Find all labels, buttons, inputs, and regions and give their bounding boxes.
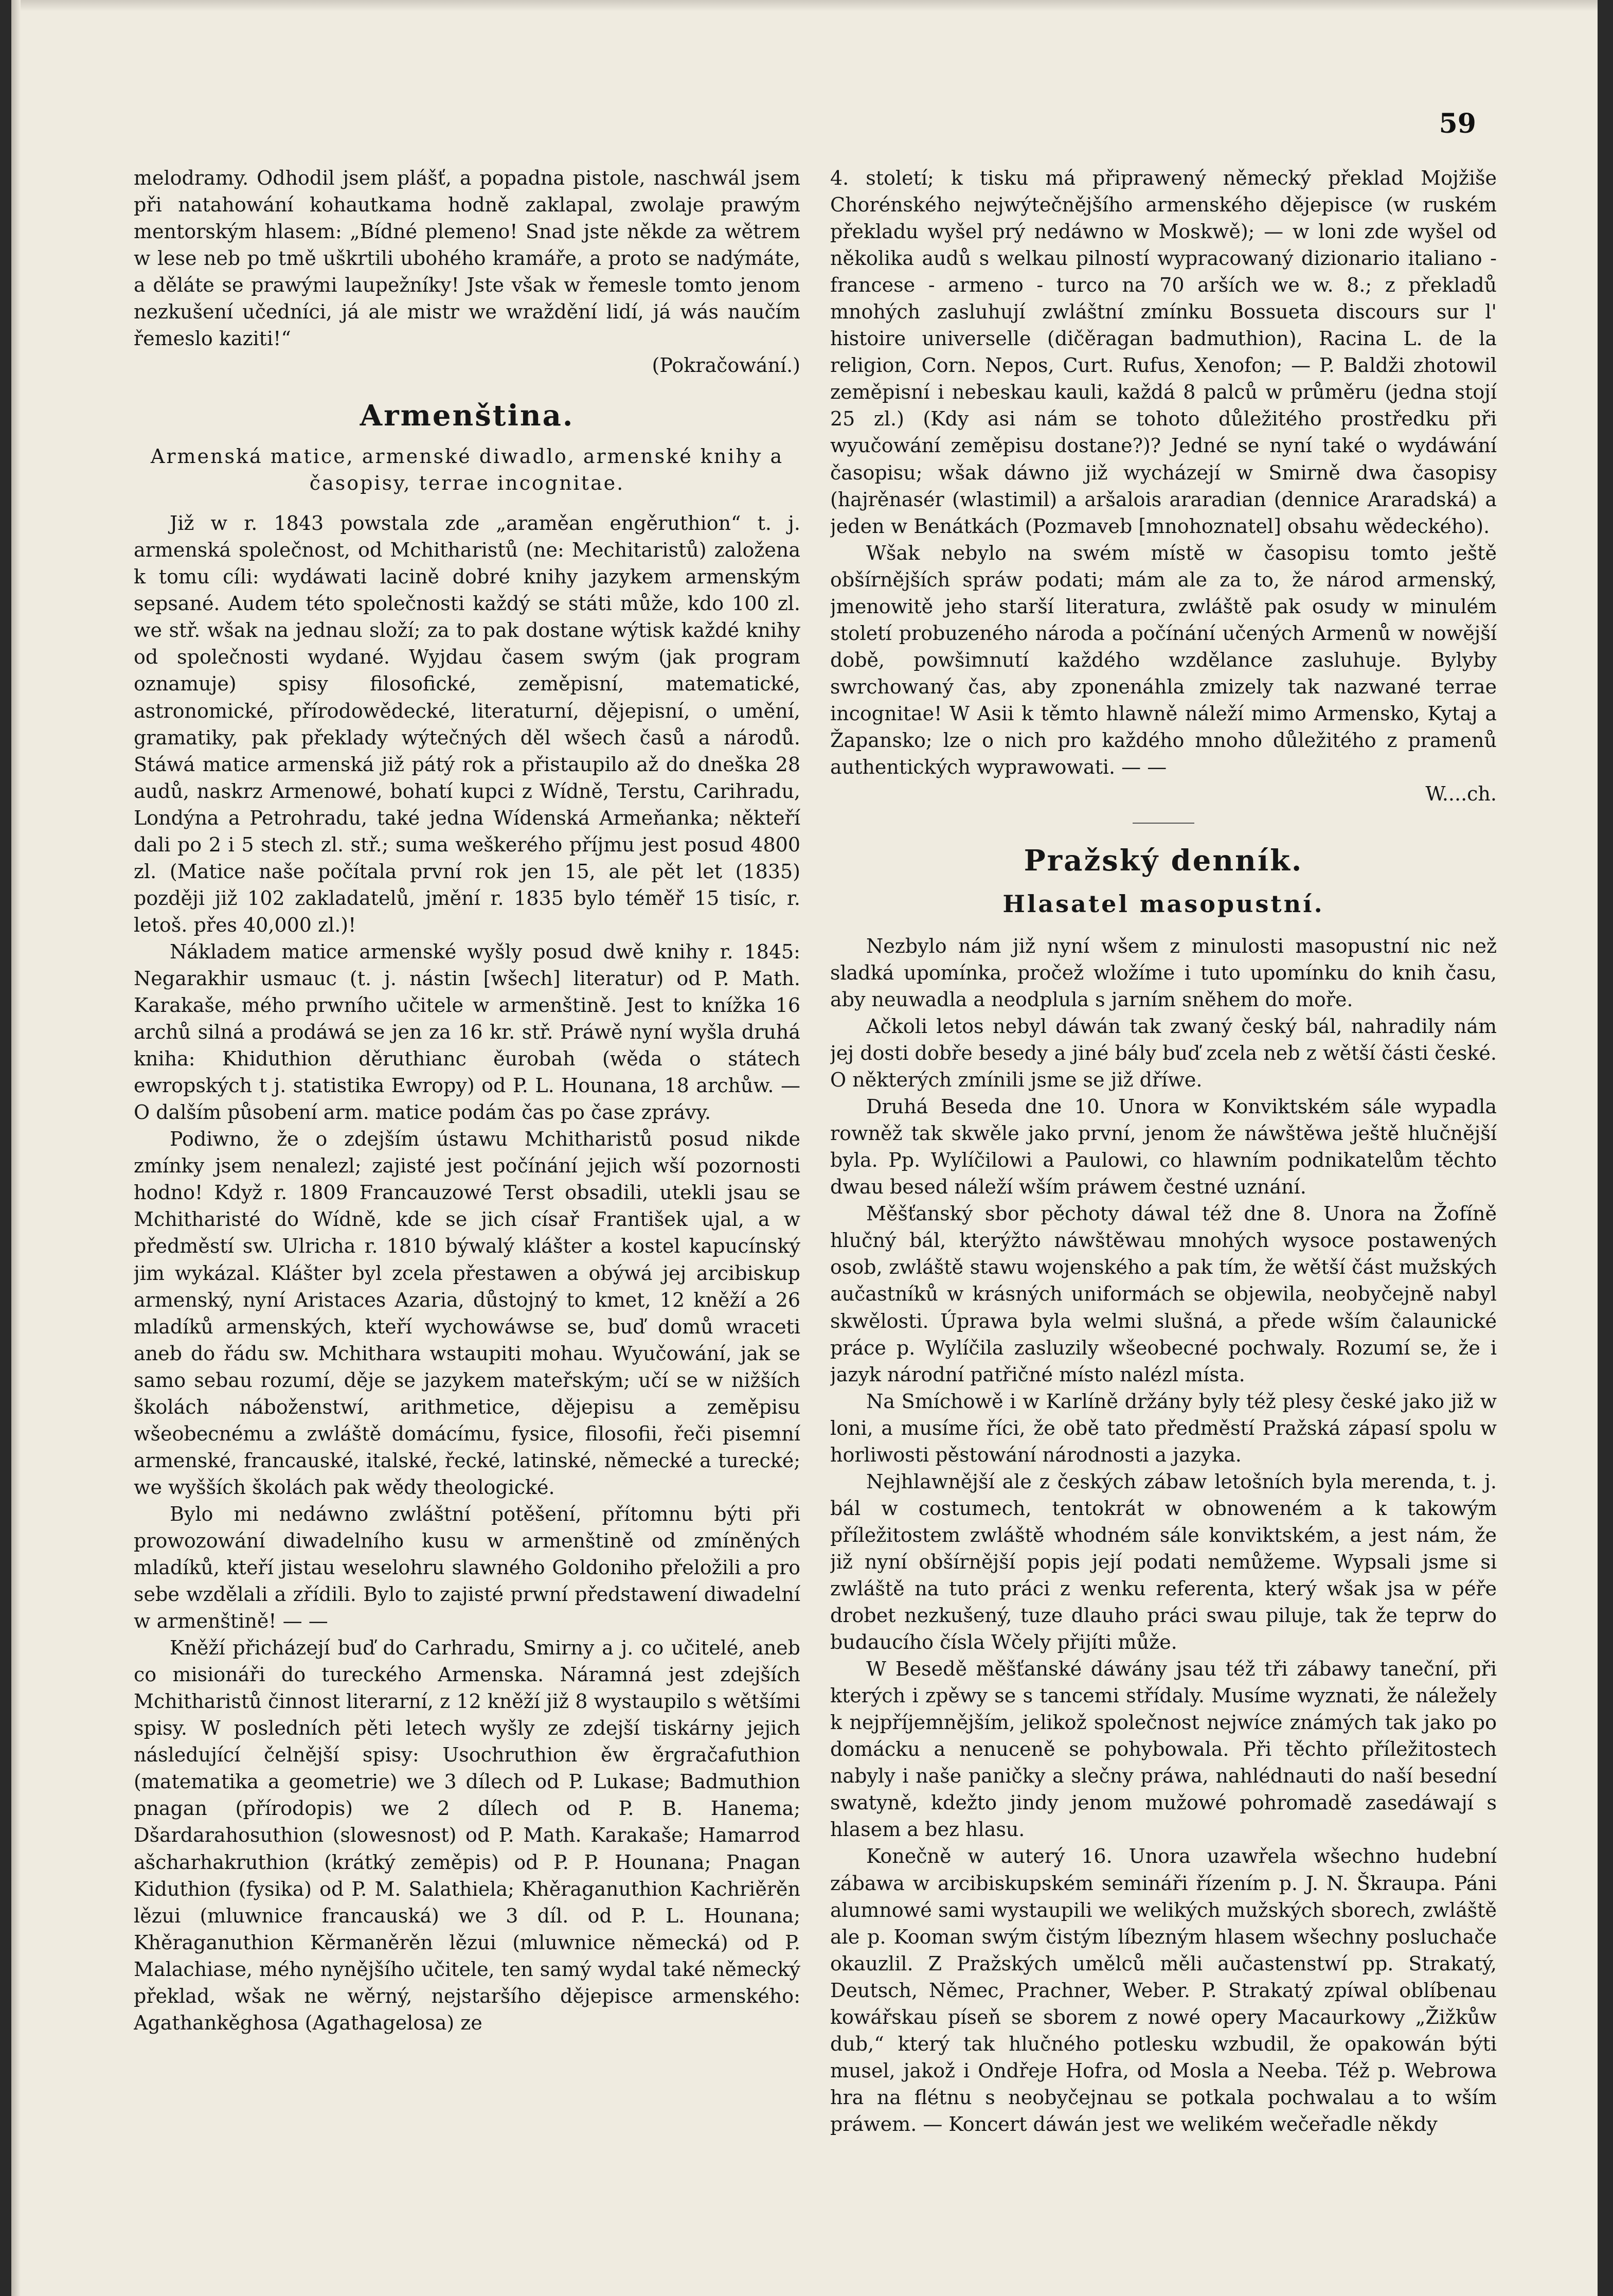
story-continuation-paragraph: melodramy. Odhodil jsem plášť, a popadna pistole, naschwál jsem při natahowání kohautkama hodně zaklapal, zwolaje prawým mentorským hlasem: „Bídné plemeno! Snad jste někde za wětrem w lese neb po tmě uškrtili ubohého kramáře, a proto se nadýmáte, a děláte se prawými laupežníky! Jste však w řemesle tomto jenom nezkušení učedníci, já ale mistr we wraždění lidí, já wás naučím řemeslo kaziti!“ <box>134 167 800 350</box>
article-paragraph: Nákladem matice armenské wyšly posud dwě knihy r. 1845: Negarakhir usmauc (t. j. nástin [wšech] literatur) od P. Math. Karakaše, mého prwního učitele w armenštině. Jest to knížka 16 archů silná a prodáwá se jen za 16 kr. stř. Práwě nyní wyšla druhá kniha: Khiduthion děruthianc ěurobah (wěda o státech ewropských t j. statistika Ewropy) od P. L. Hounana, 18 archůw. — O dalším působení arm. matice podám čas po čase zprávy. <box>134 940 800 1124</box>
article-paragraph: Wšak nebylo na swém místě w časopisu tomto ještě obšírnějších spráw podati; mám ale za to, že národ armenský, jmenowitě jeho starší literatura, zwláště pak osudy w minulém století probuzeného národa a počínání učených Armenů w nowější době, powšimnutí každého wzdělance zasluhuje. Bylyby swrchowaný čas, aby zponenáhla zmizely tak nazwané terrae incognitae! W Asii k těmto hlawně náleží mimo Armensko, Kytaj a Žapansko; lze o nich pro každého mnoho důležitého z pramenů authentických wyprawowati. — — <box>830 541 1497 779</box>
article-paragraph: Na Smíchowě i w Karlíně držány byly též plesy české jako již w loni, a musíme říci, že obě tato předměstí Pražská zápasí spolu w horliwosti pěstowání národnosti a jazyka. <box>830 1390 1497 1466</box>
author-signature: W....ch. <box>1425 782 1497 806</box>
article-paragraph: Nejhlawnější ale z českých zábaw letošních byla merenda, t. j. bál w costumech, tentokrát w obnoweném a k takowým příležitostem zwláště whodném sále konviktském, a jest nám, že již nyní obšírnější popis její podati nemůžeme. Wypsali jsme si zwláště na tuto práci z wenku referenta, který wšak jsa w péře drobet nezkušený, tuze dlauho práci swau piluje, tak že teprw do budaucího čísla Wčely přijíti může. <box>830 1470 1497 1654</box>
newspaper-page <box>11 0 1598 2296</box>
section-subheading-hlasatel: Hlasatel masopustní. <box>1002 889 1324 918</box>
article-paragraph: Nezbylo nám již nyní wšem z minulosti masopustní nic než sladká upomínka, pročež wložíme i tuto upomínku do knih času, aby neuwadla a neodplula s jarním sněhem do moře. <box>830 934 1497 1011</box>
page-number: 59 <box>1439 108 1476 139</box>
section-heading-prazsky-dennik: Pražský denník. <box>1024 844 1303 878</box>
section-heading-armenstina: Armenština. <box>360 399 575 433</box>
section-subheading-armenstina: Armenská matice, armenské diwadlo, armenské knihy a časopisy, terrae incognitae. <box>150 445 784 495</box>
article-paragraph: Ačkoli letos nebyl dáwán tak zwaný český bál, nahradily nám jej dosti dobře besedy a jiné bály buď zcela neb z wětší části české. O některých zmínili jsme se již dříwe. <box>830 1015 1497 1092</box>
article-paragraph: Druhá Beseda dne 10. Unora w Konviktském sále wypadla rowněž tak skwěle jako první, jenom že náwštěwa ještě hlučnější byla. Pp. Wylíčilowi a Paulowi, co hlawním podnikatelům těchto dwau besed náleží wším práwem čestné uznání. <box>830 1095 1497 1199</box>
article-paragraph: Měšťanský sbor pěchoty dáwal též dne 8. Unora na Žofíně hlučný bál, kterýžto náwštěwau mnohých wysoce postawených osob, zwláště stawu wojenského a pak tím, že wětší část mužských aučastníků w krásných uniformách se objewila, neobyčejně nabyl skwělosti. Úprawa byla welmi slušná, a přede wším čalaunické práce p. Wylíčila zasluzily wšeobecné pochwaly. Rozumí se, že i jazyk národní patřičné místo nalézl místa. <box>830 1202 1497 1386</box>
article-paragraph: Podiwno, že o zdejším ústawu Mchitharistů posud nikde zmínky jsem nenalezl; zajisté jest počínání jejich wší pozornosti hodno! Když r. 1809 Francauzowé Terst obsadili, utekli jsau se Mchitharisté do Wídně, kde se jich císař František ujal, a w předměstí sw. Ulricha r. 1810 býwalý klášter a kostel kapucínský jim wykázal. Klášter byl zcela přestawen a obýwá jej arcibiskup armenský, nyní Aristaces Azaria, důstojný to kmet, 12 kněží a 26 mladíků armenských, kteří wychowáwse se, buď domů wraceti aneb do řádu sw. Mchithara wstaupiti mohau. Wyučowání, jak se samo sebau rozumí, děje se jazykem mateřským; učí se w nižších školách náboženstwí, arithmetice, dějepisu a zeměpisu wšeobecnému a zwláště domácímu, fysice, filosofii, řeči pisemní armenské, francauské, italské, řecké, latinské, německé a turecké; we wyšších školách pak wědy theologické. <box>134 1128 800 1499</box>
article-paragraph: W Besedě měšťanské dáwány jsau též tři zábawy taneční, při kterých i zpěwy se s tancemi střídaly. Musíme wyznati, že náležely k nejpříjemnějším, jelikož společnost nejwíce známých tak jako po domácku a nenuceně se pohybowala. Při těchto příležitostech nabyly i naše paničky a slečny práwa, nahlédnauti do naší besední swatyně, kdežto jindy jenom mužowé pohromadě zasedáwají s hlasem a bez hlasu. <box>830 1658 1497 1841</box>
scan-edge-top <box>11 0 1598 11</box>
article-paragraph: Již w r. 1843 powstala zde „araměan engěruthion“ t. j. armenská společnost, od Mchitharistů (ne: Mechitaristů) založena k tomu cíli: wydáwati lacině dobré knihy jazykem armenským sepsané. Audem této společnosti každý se státi může, kdo 100 zl. we stř. wšak na jednau složí; za to pak dostane wýtisk každé knihy od společnosti wydané. Wyjdau časem swým (jak program oznamuje) spisy filosofické, zeměpisní, matematické, astronomické, přírodowědecké, literaturní, dějepisní, o umění, gramatiky, pak překlady wýtečných děl wšech časů a národů. Stáwá matice armenská již pátý rok a přistaupilo až do dneška 28 audů, naskrz Armenowé, bohatí kupci z Wídně, Terstu, Carihradu, Londýna a Petrohradu, také jedna Wídenská Armeňanka; někteří dali po 2 i 5 stech zl. stř.; suma weškerého příjmu jest posud 4800 zl. (Matice naše počítala první rok jen 15, ale pět let (1835) později již 102 zakladatelů, jmění r. 1835 bylo téměř 15 tisíc, r. letoš. přes 40,000 zl.)! <box>134 512 800 936</box>
article-paragraph: Kněží přicházejí buď do Carhradu, Smirny a j. co učitelé, aneb co misionáři do tureckého Armenska. Náramná jest zdejších Mchitharistů činnost literarní, z 12 kněží již 8 wystaupilo s wětšími spisy. W posledních pěti letech wyšly ze zdejší tiskárny jejich následující čelnější spisy: Usochruthion ěw ěrgračafuthion (matematika a geometrie) we 3 dílech od P. Lukase; Badmuthion pnagan (přírodopis) we 2 dílech od P. B. Hanema; Dšardarahosuthion (slowesnost) od P. Math. Karakaše; Hamarrod ašcharhakruthion (krátký zeměpis) od P. P. Hounana; Pnagan Kiduthion (fysika) od P. M. Salathiela; Khěraganuthion Kachriěrěn lězui (mluwnice francauská) we 3 díl. od P. L. Hounana; Khěraganuthion Kěrmaněrěn lězui (mluwnice německá) od P. Malachiase, mého nynějšího učitele, ten samý wydal také německý překlad, wšak ne wěrný, nejstaršího dějepisce armenského: Agathankěghosa (Agathagelosa) ze <box>134 1636 800 2034</box>
article-continuation-paragraph: 4. století; k tisku má připrawený německý překlad Mojžiše Chorénského nejwýtečnějšího armenského dějepisce (w ruském překladu wyšel prý nedáwno w Moskwě); — w loni zde wyšel od několika audů s welkau pilností wypracowaný dizionario italiano - francese - armeno - turco na 70 arších we w. 8.; z překladů mnohých zasluhují zwláštní zmínku Bossueta discours sur l' histoire universelle (dičěragan badmuthion), Racina L. de la religion, Corn. Nepos, Curt. Rufus, Xenofon; — P. Baldži zhotowil zeměpisní i nebeskau kauli, každá 8 palců w průměru (jedna stojí 25 zl.) (Kdy asi nám se tohoto důležitého prostředku při wyučowání zeměpisu dostane?)? Jedné se nyní také o wydáwání časopisu; wšak dáwno již wycházejí w Smirně dwa časopisy (hajrěnasér (wlastimil) a aršalois araradian (dennice Araradská) a jeden w Benátkách (Pozmaveb [mnohoznatel] obsahu wědeckého). <box>830 167 1497 538</box>
right-column <box>830 165 1497 2253</box>
continuation-note: (Pokračowání.) <box>652 354 800 377</box>
article-paragraph: Konečně w auterý 16. Unora uzawřela wšechno hudební zábawa w arcibiskupském semináři řízením p. J. N. Škraupa. Páni alumnowé sami wystaupili we welikých mužských sborech, zwláště ale p. Kooman swým čistým líbezným hlasem wšechny posluchače okauzlil. Z Pražských umělců měli aučastenstwí pp. Strakatý, Deutsch, Němec, Prachner, Weber. P. Strakatý zpíwal oblíbenau kowářskau píseň se sborem z nowé opery Macaurkowy „Žižkůw dub,“ který tak hlučného potlesku wzbudil, že opakowán býti musel, jakož i Ondřeje Hofra, od Mosla a Neeba. Též p. Webrowa hra na flétnu s neobyčejnau se potkala pochwalau a to wším práwem. — Koncert dáwán jest we welikém wečeřadle někdy <box>830 1845 1497 2135</box>
article-paragraph: Bylo mi nedáwno zwláštní potěšení, přítomnu býti při prowozowání diwadelního kusu w armenštině od zmíněných mladíků, kteří jistau weselohru slawného Goldoniho přeložili a pro sebe wzdělali a zřídili. Bylo to zajisté prwní předstawení diwadelní w armenštině! — — <box>134 1502 800 1633</box>
section-divider <box>1133 823 1194 824</box>
scan-edge-left <box>11 0 21 2296</box>
left-column <box>134 165 800 2253</box>
